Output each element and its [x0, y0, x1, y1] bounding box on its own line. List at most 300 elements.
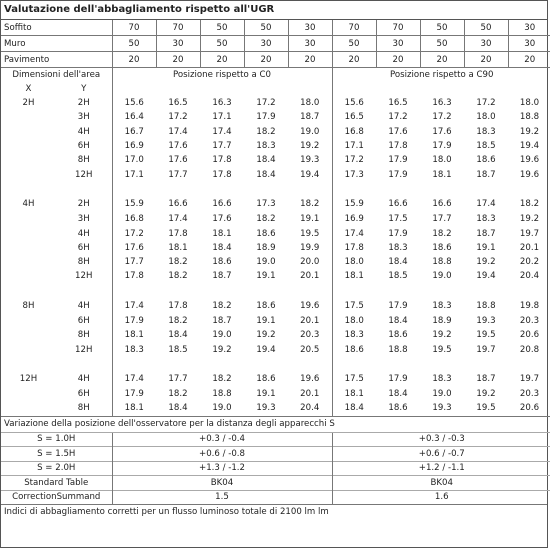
area-x-value — [1, 328, 56, 342]
ugr-c90-value: 18.5 — [388, 271, 408, 282]
ugr-c90-value: 18.9 — [432, 316, 452, 326]
ugr-c90-value: 19.2 — [476, 389, 496, 400]
reflectance-value: 20 — [244, 52, 288, 68]
ugr-c0-value: 16.3 — [212, 98, 232, 109]
ugr-c0-value: 18.8 — [212, 389, 232, 400]
ugr-c90-value: 20.8 — [519, 344, 540, 355]
blank-cell — [112, 357, 332, 371]
ugr-c0-value: 18.1 — [168, 242, 188, 253]
ugr-c0-value: 18.3 — [256, 141, 276, 152]
ugr-c90-value: 19.4 — [519, 141, 540, 152]
area-y-value: 4H — [77, 228, 90, 239]
ugr-c0-value: 18.6 — [256, 374, 276, 385]
data-row — [1, 241, 550, 255]
ugr-c90-value: 17.5 — [388, 214, 408, 225]
area-y-value: 2H — [77, 98, 90, 109]
report-title: Valutazione dell'abbagliamento rispetto all'UGR — [1, 1, 547, 20]
ugr-c90-value: 18.2 — [519, 199, 540, 210]
data-row — [1, 371, 550, 387]
ugr-c0-value: 18.2 — [212, 374, 232, 385]
ugr-c0-value: 18.2 — [256, 126, 276, 137]
variation-header: Variazione della posizione dell'osservatore per la distanza degli apparecchi S — [1, 416, 550, 432]
spacer-row — [1, 182, 550, 196]
ugr-c90-value: 20.2 — [519, 257, 540, 268]
area-y-value: 12H — [75, 344, 93, 355]
ugr-c0-value: 17.2 — [168, 112, 188, 123]
ugr-c0-value: 17.0 — [112, 153, 156, 167]
ugr-c90-value: 18.6 — [332, 342, 376, 356]
ugr-c0-value: 17.6 — [112, 241, 156, 255]
ugr-c0-value: 16.4 — [112, 110, 156, 124]
area-y-value: 6H — [77, 141, 90, 152]
reflectance-value: 50 — [200, 36, 244, 52]
ugr-c0-value: 18.2 — [300, 199, 320, 210]
ugr-c0-value: 19.6 — [300, 300, 320, 311]
ugr-c90-value: 18.0 — [332, 255, 376, 269]
variation-row — [1, 432, 550, 447]
ugr-c90-value: 17.9 — [388, 300, 408, 311]
ugr-c90-value: 19.3 — [432, 403, 452, 414]
area-x-value: 4H — [22, 199, 35, 210]
ugr-c90-value: 17.3 — [332, 167, 376, 181]
reflectance-value: 20 — [288, 52, 332, 68]
ugr-c90-value: 18.3 — [388, 242, 408, 253]
ugr-c0-value: 17.2 — [256, 98, 276, 109]
ugr-c0-value: 17.7 — [168, 374, 188, 385]
variation-c90: +0.3 / -0.3 — [332, 432, 550, 447]
ugr-c90-value: 15.6 — [332, 96, 376, 110]
ugr-c90-value: 19.3 — [476, 316, 496, 326]
ugr-c0-value: 17.7 — [168, 169, 188, 180]
area-x-value — [1, 387, 56, 401]
reflectance-label: Muro — [1, 36, 112, 52]
ugr-c90-value: 18.6 — [476, 155, 496, 166]
ugr-c0-value: 17.2 — [112, 226, 156, 240]
data-row — [1, 328, 550, 342]
area-y-value: 4H — [77, 374, 90, 385]
ugr-c0-value: 16.6 — [212, 199, 232, 210]
ugr-c90-value: 19.5 — [476, 403, 496, 414]
ugr-c0-value: 17.9 — [112, 387, 156, 401]
area-y-value: 4H — [77, 300, 90, 311]
reflectance-value: 50 — [200, 20, 244, 36]
reflectance-value: 20 — [200, 52, 244, 68]
area-x-value — [1, 125, 56, 139]
ugr-c0-value: 17.6 — [168, 155, 188, 166]
ugr-c0-value: 18.5 — [168, 344, 188, 355]
ugr-c0-value: 17.6 — [168, 141, 188, 152]
reflectance-value: 30 — [508, 36, 550, 52]
ugr-c90-value: 18.4 — [388, 257, 408, 268]
area-y-value: 3H — [77, 214, 90, 225]
ugr-c0-value: 17.1 — [212, 112, 232, 123]
ugr-c90-value: 17.9 — [388, 228, 408, 239]
ugr-c90-value: 19.5 — [476, 330, 496, 341]
ugr-c0-value: 17.1 — [112, 167, 156, 181]
ugr-c90-value: 17.6 — [388, 126, 408, 137]
ugr-c90-value: 18.8 — [432, 257, 452, 268]
reflectance-value: 20 — [420, 52, 464, 68]
ugr-c90-value: 17.1 — [332, 139, 376, 153]
ugr-c90-value: 17.9 — [432, 141, 452, 152]
standard-table-row — [1, 476, 550, 491]
ugr-c90-value: 18.6 — [388, 403, 408, 414]
ugr-c90-value: 18.3 — [432, 374, 452, 385]
data-row — [1, 167, 550, 181]
ugr-c90-value: 18.6 — [388, 330, 408, 341]
reflectance-value: 70 — [156, 20, 200, 36]
ugr-c0-value: 19.2 — [300, 141, 320, 152]
ugr-c0-value: 17.4 — [168, 126, 188, 137]
ugr-c0-value: 17.4 — [112, 298, 156, 314]
ugr-c0-value: 20.0 — [300, 257, 320, 268]
reflectance-label: Soffito — [1, 20, 112, 36]
ugr-c90-value: 18.1 — [432, 169, 452, 180]
reflectance-value: 20 — [464, 52, 508, 68]
data-row — [1, 110, 550, 124]
ugr-c90-value: 18.2 — [432, 228, 452, 239]
ugr-c90-value: 17.7 — [432, 214, 452, 225]
ugr-c90-value: 16.6 — [388, 199, 408, 210]
reflectance-value: 50 — [244, 20, 288, 36]
ugr-c0-value: 17.8 — [168, 228, 188, 239]
blank-cell — [1, 284, 112, 298]
area-y-value: 8H — [77, 403, 90, 414]
reflectance-value: 30 — [288, 20, 332, 36]
ugr-c90-value: 18.8 — [476, 300, 496, 311]
ugr-c0-value: 17.4 — [212, 126, 232, 137]
area-header: Dimensioni dell'area — [12, 70, 101, 80]
ugr-c90-value: 18.3 — [332, 328, 376, 342]
reflectance-value: 50 — [464, 20, 508, 36]
ugr-c0-value: 18.1 — [112, 328, 156, 342]
ugr-c90-value: 18.5 — [476, 141, 496, 152]
ugr-c0-value: 19.4 — [300, 169, 320, 180]
ugr-c0-value: 19.6 — [300, 374, 320, 385]
ugr-c0-value: 20.5 — [300, 344, 320, 355]
blank-cell — [112, 284, 332, 298]
ugr-c0-value: 18.4 — [168, 330, 188, 341]
ugr-c90-value: 17.4 — [332, 226, 376, 240]
data-row — [1, 96, 550, 110]
ugr-c0-value: 18.4 — [168, 403, 188, 414]
variation-c0: +0.6 / -0.8 — [112, 447, 332, 462]
ugr-c0-value: 17.8 — [112, 269, 156, 283]
ugr-c0-value: 18.6 — [256, 228, 276, 239]
ugr-c90-value: 18.4 — [388, 316, 408, 326]
y-label: Y — [81, 84, 87, 94]
ugr-c0-value: 16.8 — [112, 212, 156, 226]
ugr-c0-value: 18.6 — [212, 257, 232, 268]
ugr-c0-value: 18.2 — [168, 257, 188, 268]
area-x-value — [1, 212, 56, 226]
reflectance-value: 70 — [332, 20, 376, 36]
footer-note: Indici di abbagliamento corretti per un flusso luminoso totale di 2100 lm lm — [1, 504, 547, 519]
area-x-value — [1, 139, 56, 153]
reflectance-value: 20 — [156, 52, 200, 68]
ugr-c0-value: 17.8 — [212, 169, 232, 180]
ugr-c90-value: 18.0 — [432, 155, 452, 166]
area-y-value: 8H — [77, 257, 90, 268]
ugr-c90-value: 19.7 — [519, 374, 540, 385]
area-x-value — [1, 255, 56, 269]
blank-cell — [1, 182, 112, 196]
x-label: X — [25, 84, 32, 94]
variation-c90: +1.2 / -1.1 — [332, 461, 550, 476]
data-row — [1, 212, 550, 226]
ugr-c0-value: 18.3 — [112, 342, 156, 356]
ugr-c90-value: 20.6 — [519, 330, 540, 341]
area-x-value — [1, 269, 56, 283]
area-y-value: 12H — [75, 169, 93, 180]
ugr-c0-value: 17.7 — [112, 255, 156, 269]
variation-row — [1, 447, 550, 462]
ugr-c0-value: 18.0 — [300, 98, 320, 109]
ugr-c0-value: 18.7 — [212, 316, 232, 326]
ugr-c0-value: 18.4 — [212, 242, 232, 253]
reflectance-value: 20 — [376, 52, 420, 68]
ugr-c90-value: 17.2 — [432, 112, 452, 123]
ugr-c90-value: 20.3 — [519, 316, 540, 326]
ugr-c0-value: 19.1 — [256, 271, 276, 282]
reflectance-value: 30 — [156, 36, 200, 52]
correction-row — [1, 490, 550, 504]
area-y-value: 6H — [77, 242, 90, 253]
ugr-c90-value: 18.0 — [332, 314, 376, 328]
ugr-c90-value: 19.7 — [519, 228, 540, 239]
ugr-c90-value: 16.8 — [332, 125, 376, 139]
ugr-c90-value: 19.4 — [476, 271, 496, 282]
area-x-value — [1, 241, 56, 255]
reflectance-value: 50 — [332, 36, 376, 52]
area-x-value — [1, 342, 56, 356]
ugr-c0-value: 18.2 — [212, 300, 232, 311]
blank-cell — [112, 82, 332, 96]
area-y-value: 4H — [77, 126, 90, 137]
blank-cell — [112, 182, 332, 196]
ugr-c90-value: 19.2 — [519, 214, 540, 225]
xy-caption-row — [1, 82, 550, 96]
ugr-c90-value: 18.6 — [432, 242, 452, 253]
ugr-c90-value: 17.8 — [332, 241, 376, 255]
ugr-c90-value: 20.4 — [519, 271, 540, 282]
area-caption-row — [1, 68, 550, 83]
ugr-c90-value: 17.8 — [388, 141, 408, 152]
ugr-table — [1, 20, 550, 504]
spacing-label: S = 1.0H — [1, 432, 112, 447]
ugr-c90-value: 17.9 — [388, 374, 408, 385]
ugr-c0-value: 17.8 — [168, 300, 188, 311]
ugr-c0-value: 19.0 — [212, 403, 232, 414]
ugr-c90-value: 18.7 — [476, 374, 496, 385]
ugr-c90-value: 19.0 — [432, 389, 452, 400]
data-row — [1, 387, 550, 401]
ugr-c90-value: 16.9 — [332, 212, 376, 226]
reflectance-row — [1, 20, 550, 36]
ugr-c0-value: 15.9 — [112, 196, 156, 212]
spacer-row — [1, 284, 550, 298]
area-x-value — [1, 401, 56, 416]
ugr-c90-value: 17.2 — [476, 98, 496, 109]
variation-header-row — [1, 416, 550, 432]
ugr-c0-value: 18.6 — [256, 300, 276, 311]
reflectance-value: 30 — [288, 36, 332, 52]
blank-cell — [332, 284, 550, 298]
ugr-c90-value: 18.3 — [476, 126, 496, 137]
ugr-c0-value: 19.2 — [256, 330, 276, 341]
area-x-value: 12H — [19, 374, 38, 385]
area-x-value: 2H — [22, 98, 35, 109]
data-row — [1, 401, 550, 416]
ugr-c90-value: 18.3 — [476, 214, 496, 225]
reflectance-value: 20 — [332, 52, 376, 68]
area-x-value — [1, 314, 56, 328]
ugr-c90-value: 18.1 — [332, 387, 376, 401]
spacing-label: S = 1.5H — [1, 447, 112, 462]
ugr-c90-value: 18.8 — [519, 112, 540, 123]
ugr-c90-value: 18.1 — [332, 269, 376, 283]
ugr-c0-value: 16.5 — [168, 98, 188, 109]
ugr-c0-value: 20.1 — [300, 271, 320, 282]
ugr-c90-value: 19.6 — [519, 155, 540, 166]
ugr-c0-value: 18.7 — [300, 112, 320, 123]
ugr-c0-value: 19.1 — [256, 316, 276, 326]
ugr-c0-value: 19.0 — [300, 126, 320, 137]
data-row — [1, 298, 550, 314]
ugr-c0-value: 19.0 — [256, 257, 276, 268]
ugr-c90-value: 17.6 — [432, 126, 452, 137]
ugr-c90-value: 16.5 — [332, 110, 376, 124]
ugr-c0-value: 17.4 — [112, 371, 156, 387]
ugr-c0-value: 20.4 — [300, 403, 320, 414]
area-x-value — [1, 167, 56, 181]
ugr-c90-value: 20.6 — [519, 403, 540, 414]
ugr-c0-value: 19.3 — [300, 155, 320, 166]
spacer-row — [1, 357, 550, 371]
ugr-c0-value: 18.4 — [256, 155, 276, 166]
ugr-c0-value: 17.9 — [112, 314, 156, 328]
reflectance-value: 20 — [508, 52, 550, 68]
ugr-c0-value: 19.2 — [212, 344, 232, 355]
ugr-c0-value: 17.8 — [212, 155, 232, 166]
reflectance-label: Pavimento — [1, 52, 112, 68]
area-x-value — [1, 226, 56, 240]
area-x-value — [1, 153, 56, 167]
area-y-value: 3H — [77, 112, 90, 123]
ugr-c90-value: 19.0 — [432, 271, 452, 282]
area-y-value: 2H — [77, 199, 90, 210]
ugr-c0-value: 18.2 — [256, 214, 276, 225]
standard-table-label: Standard Table — [1, 476, 112, 491]
ugr-c0-value: 19.5 — [300, 228, 320, 239]
ugr-c0-value: 17.3 — [256, 199, 276, 210]
ugr-c0-value: 18.1 — [112, 401, 156, 416]
position-c0-header: Posizione rispetto a C0 — [112, 68, 332, 83]
ugr-c90-value: 19.2 — [476, 257, 496, 268]
data-row — [1, 314, 550, 328]
ugr-c90-value: 18.7 — [476, 228, 496, 239]
ugr-c90-value: 18.4 — [388, 389, 408, 400]
ugr-c0-value: 19.9 — [300, 242, 320, 253]
standard-table-c0: BK04 — [112, 476, 332, 491]
ugr-c90-value: 17.9 — [388, 169, 408, 180]
data-row — [1, 196, 550, 212]
reflectance-row — [1, 36, 550, 52]
reflectance-value: 30 — [464, 36, 508, 52]
ugr-c90-value: 19.5 — [432, 344, 452, 355]
ugr-c0-value: 18.2 — [168, 271, 188, 282]
blank-cell — [1, 357, 112, 371]
ugr-c0-value: 18.1 — [212, 228, 232, 239]
data-row — [1, 125, 550, 139]
ugr-c0-value: 18.2 — [168, 389, 188, 400]
area-y-value: 8H — [77, 155, 90, 166]
ugr-c0-value: 19.1 — [300, 214, 320, 225]
ugr-c0-value: 20.1 — [300, 316, 320, 326]
variation-row — [1, 461, 550, 476]
blank-cell — [332, 182, 550, 196]
ugr-c90-value: 18.7 — [476, 169, 496, 180]
blank-cell — [332, 82, 550, 96]
ugr-c90-value: 17.5 — [332, 298, 376, 314]
ugr-c90-value: 17.9 — [388, 155, 408, 166]
reflectance-value: 30 — [508, 20, 550, 36]
ugr-c90-value: 17.5 — [332, 371, 376, 387]
ugr-c90-value: 18.0 — [476, 112, 496, 123]
data-row — [1, 255, 550, 269]
ugr-c90-value: 18.3 — [432, 300, 452, 311]
ugr-c0-value: 20.3 — [300, 330, 320, 341]
area-y-value: 8H — [77, 330, 90, 341]
reflectance-value: 70 — [376, 20, 420, 36]
data-row — [1, 153, 550, 167]
ugr-c90-value: 19.2 — [519, 126, 540, 137]
position-c90-header: Posizione rispetto a C90 — [332, 68, 550, 83]
data-row — [1, 226, 550, 240]
spacing-label: S = 2.0H — [1, 461, 112, 476]
ugr-c90-value: 19.8 — [519, 300, 540, 311]
correction-label: CorrectionSummand — [1, 490, 112, 504]
ugr-c0-value: 19.1 — [256, 389, 276, 400]
data-row — [1, 342, 550, 356]
ugr-c0-value: 20.1 — [300, 389, 320, 400]
area-y-value: 6H — [77, 316, 90, 326]
area-x-value — [1, 110, 56, 124]
blank-cell — [332, 357, 550, 371]
reflectance-row — [1, 52, 550, 68]
ugr-c0-value: 19.0 — [212, 330, 232, 341]
ugr-c90-value: 19.2 — [432, 330, 452, 341]
ugr-c90-value: 19.1 — [476, 242, 496, 253]
reflectance-value: 70 — [112, 20, 156, 36]
ugr-c90-value: 18.0 — [519, 98, 540, 109]
ugr-c0-value: 17.4 — [168, 214, 188, 225]
ugr-c0-value: 18.2 — [168, 316, 188, 326]
variation-c0: +0.3 / -0.4 — [112, 432, 332, 447]
ugr-c90-value: 17.4 — [476, 199, 496, 210]
ugr-c90-value: 16.5 — [388, 98, 408, 109]
ugr-c0-value: 18.9 — [256, 242, 276, 253]
ugr-c0-value: 19.3 — [256, 403, 276, 414]
ugr-c0-value: 19.4 — [256, 344, 276, 355]
ugr-c0-value: 16.9 — [112, 139, 156, 153]
ugr-c90-value: 16.3 — [432, 98, 452, 109]
reflectance-value: 20 — [112, 52, 156, 68]
reflectance-value: 30 — [376, 36, 420, 52]
area-y-value: 12H — [75, 271, 93, 282]
standard-table-c90: BK04 — [332, 476, 550, 491]
ugr-c90-value: 19.7 — [476, 344, 496, 355]
